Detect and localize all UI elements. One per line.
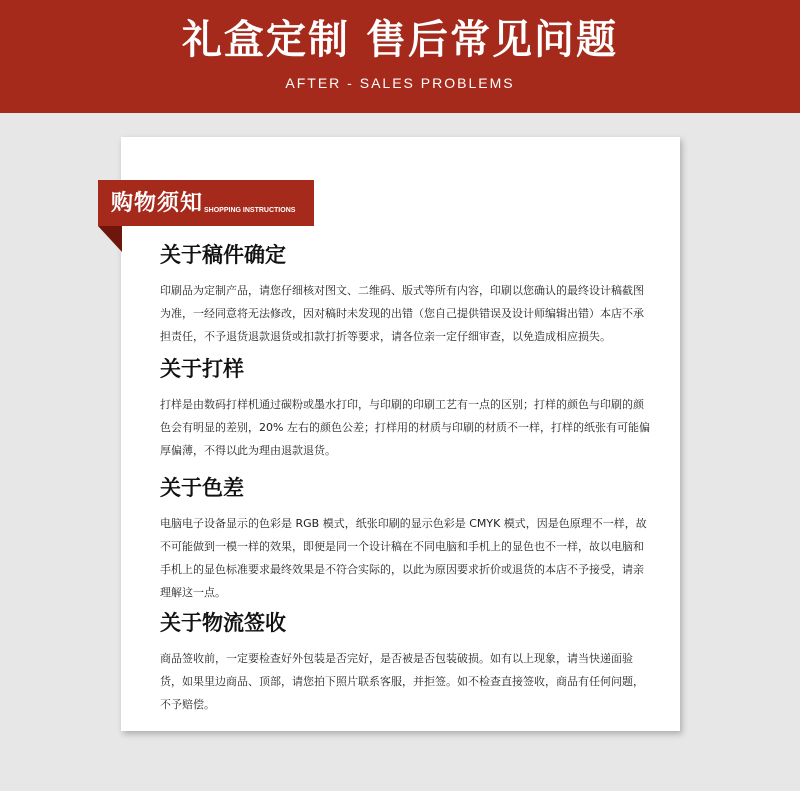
section-body: 商品签收前，一定要检查好外包装是否完好，是否被是否包装破损。如有以上现象，请当快递面验货，如果里边商品、顶部，请您拍下照片联系客服，并拒签。如不检查直接签收，商品有任何问题，不予赔偿。 xyxy=(160,652,644,711)
section-body: 印刷品为定制产品，请您仔细核对图文、二维码、版式等所有内容，印刷以您确认的最终设计稿截图为准，一经同意将无法修改，因对稿时未发现的出错（您自己提供错误及设计师编辑出错）本店不承担责任，不予退货退款退货或扣款打折等要求，请各位亲一定仔细审查，以免造成相应损失。 xyxy=(160,284,644,343)
section-title: 关于色差 xyxy=(160,476,244,500)
page-header xyxy=(0,0,800,113)
section-badge xyxy=(98,180,314,226)
badge-subtitle: SHOPPING INSTRUCTIONS xyxy=(204,207,296,214)
section-title: 关于稿件确定 xyxy=(160,243,286,267)
section-color-difference xyxy=(160,474,650,604)
section-body: 电脑电子设备显示的色彩是 RGB 模式，纸张印刷的显示色彩是 CMYK 模式，因是色原理不一样，故不可能做到一模一样的效果，即便是同一个设计稿在不同电脑和手机上的显色也不一样，故以电脑和手机上的显色标准要求最终效果是不符合实际的，以此为原因要求折价或退货的本店不予接受，请亲理解这一点。 xyxy=(160,517,647,599)
badge-title: 购物须知 xyxy=(111,191,204,216)
page-subtitle: AFTER - SALES PROBLEMS xyxy=(285,75,515,91)
section-logistics-receipt xyxy=(160,609,650,716)
section-body: 打样是由数码打样机通过碳粉或墨水打印，与印刷的印刷工艺有一点的区别；打样的颜色与印刷的颜色会有明显的差别，20% 左右的颜色公差；打样用的材质与印刷的材质不一样，打样的纸张有可能偏厚偏薄，不得以此为理由退款退货。 xyxy=(160,398,650,457)
page-title: 礼盒定制 售后常见问题 xyxy=(182,17,618,63)
section-proofing xyxy=(160,355,650,462)
section-title: 关于打样 xyxy=(160,357,244,381)
section-title: 关于物流签收 xyxy=(160,611,286,635)
badge-fold xyxy=(98,226,122,252)
section-draft-confirmation xyxy=(160,241,650,348)
